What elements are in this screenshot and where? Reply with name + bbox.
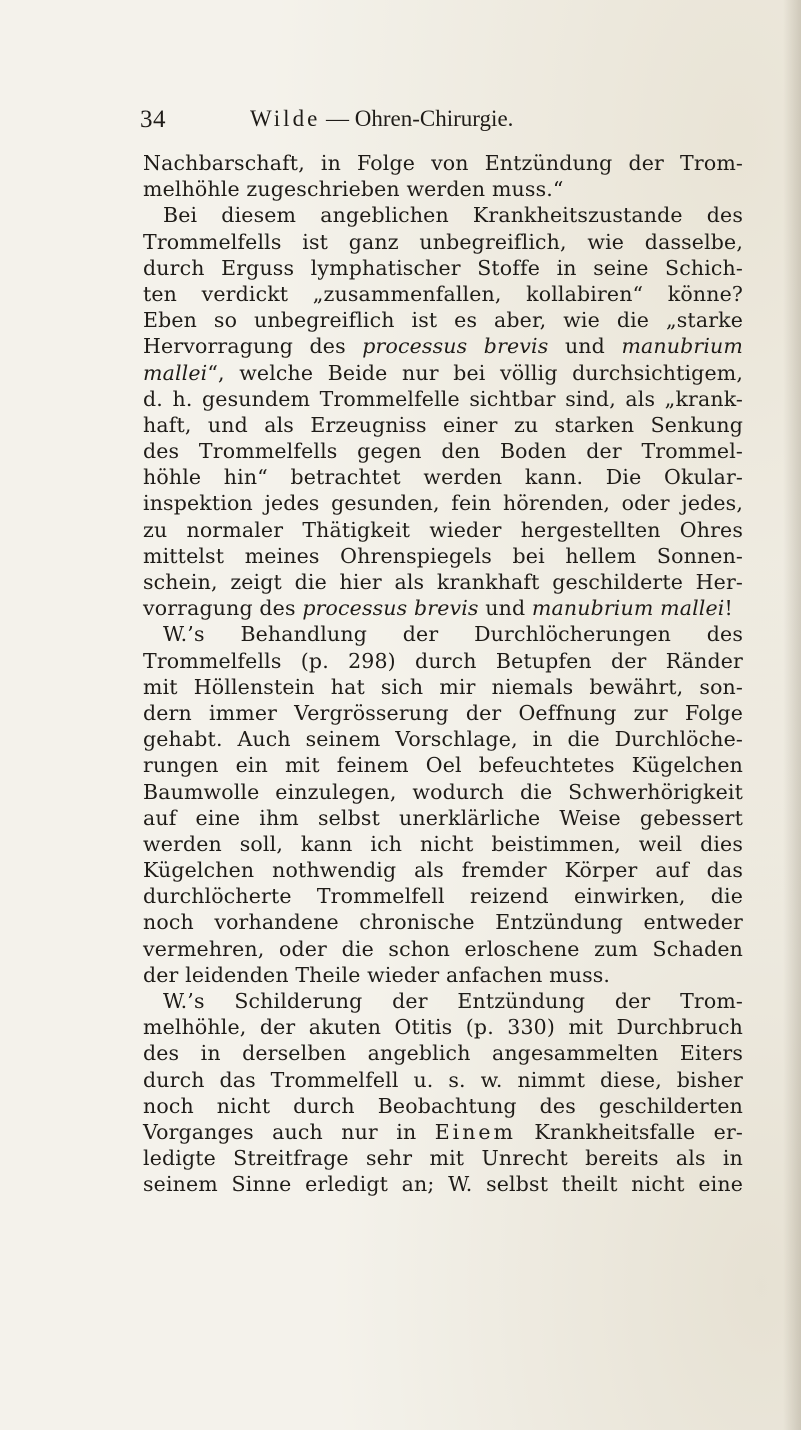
- text-line: Nachbarschaft, in Folge von Entzündung der Trom-: [143, 151, 743, 175]
- page-edge-shadow: [783, 0, 801, 1430]
- text-line: Trommelfells ist ganz unbegreiflich, wie dasselbe,: [143, 229, 743, 254]
- text-line: seinem Sinne erledigt an; W. selbst theilt nicht eine: [143, 1172, 743, 1197]
- text-segment: Hervorragung des: [143, 334, 363, 359]
- text-line: Eben so unbegreiflich ist es aber, wie die „starke: [143, 308, 743, 333]
- text-line: ledigte Streitfrage sehr mit Unrecht bereits als in: [143, 1146, 743, 1171]
- running-head: [250, 106, 513, 132]
- text-segment: !: [724, 596, 733, 621]
- text-line: inspektion jedes gesunden, fein hörenden, oder jedes,: [143, 491, 743, 516]
- text-line: Kügelchen nothwendig als fremder Körper auf das: [143, 858, 743, 883]
- text-line: auf eine ihm selbst unerklärliche Weise gebessert: [143, 805, 743, 830]
- text-line: werden soll, kann ich nicht beistimmen, weil dies: [143, 831, 743, 856]
- text-line: durch das Trommelfell u. s. w. nimmt diese, bisher: [143, 1067, 743, 1092]
- page-number: 34: [140, 106, 166, 133]
- text-line: noch nicht durch Beobachtung des geschilderten: [143, 1093, 743, 1118]
- text-line: durch Erguss lymphatischer Stoffe in seine Schich-: [143, 255, 743, 280]
- text-line: [143, 360, 743, 386]
- text-line: der leidenden Theile wieder anfachen muss.: [143, 962, 611, 987]
- text-line: durchlöcherte Trommelfell reizend einwirken, die: [143, 884, 743, 909]
- italic-term: processus brevis: [302, 596, 479, 621]
- italic-term: processus brevis: [362, 334, 549, 359]
- text-segment: Vorganges auch nur in: [143, 1119, 435, 1144]
- italic-term: manubrium mallei: [531, 596, 725, 621]
- text-line: höhle hin“ betrachtet werden kann. Die Okular-: [143, 465, 743, 490]
- text-line: [143, 333, 743, 359]
- running-head-title: Ohren-Chirurgie.: [354, 106, 514, 131]
- text-line: haft, und als Erzeugniss einer zu starken Senkung: [143, 412, 743, 437]
- running-head-author: Wilde: [250, 106, 321, 131]
- text-segment: Krankheitsfalle er-: [516, 1119, 743, 1144]
- text-line: mittelst meines Ohrenspiegels bei hellem Sonnen-: [143, 543, 743, 568]
- text-line: schein, zeigt die hier als krankhaft geschilderte Her-: [143, 570, 743, 594]
- text-line: Bei diesem angeblichen Krankheitszustande des: [163, 203, 743, 228]
- running-head-separator: —: [320, 106, 355, 131]
- text-line: des in derselben angeblich angesammelten Eiters: [143, 1041, 743, 1066]
- text-segment: und: [548, 334, 622, 359]
- page-header: [140, 106, 740, 136]
- text-line: ten verdickt „zusammenfallen, kollabiren“ könne?: [143, 281, 743, 306]
- italic-term: manubrium: [621, 334, 743, 359]
- text-line: Baumwolle einzulegen, wodurch die Schwerhörigkeit: [143, 779, 743, 804]
- text-line: noch vorhandene chronische Entzündung entweder: [143, 910, 743, 935]
- italic-term: mallei: [143, 360, 208, 385]
- text-line: des Trommelfells gegen den Boden der Trommel-: [143, 439, 743, 464]
- text-line: d. h. gesundem Trommelfelle sichtbar sind, als „krank-: [143, 386, 743, 411]
- text-line: mit Höllenstein hat sich mir niemals bewährt, son-: [143, 674, 743, 699]
- text-line: W.’s Schilderung der Entzündung der Trom-: [163, 989, 743, 1013]
- text-line: zu normaler Thätigkeit wieder hergestellten Ohres: [143, 517, 743, 542]
- text-line: rungen ein mit feinem Oel befeuchtetes Kügelchen: [143, 753, 743, 778]
- text-line: melhöhle, der akuten Otitis (p. 330) mit Durchbruch: [143, 1015, 743, 1040]
- body-text: [143, 150, 743, 1198]
- text-line: [143, 595, 743, 621]
- spaced-emphasis: Einem: [434, 1119, 516, 1144]
- text-line: melhöhle zugeschrieben werden muss.“: [143, 177, 564, 202]
- text-segment: und: [478, 596, 532, 621]
- text-line: [143, 1119, 743, 1145]
- text-line: vermehren, oder die schon erloschene zum Schaden: [143, 936, 743, 961]
- text-line: Trommelfells (p. 298) durch Betupfen der Ränder: [143, 648, 743, 673]
- text-segment: vorragung des: [143, 596, 303, 621]
- text-line: W.’s Behandlung der Durchlöcherungen des: [163, 622, 743, 647]
- text-line: gehabt. Auch seinem Vorschlage, in die Durchlöche-: [143, 727, 743, 752]
- text-segment: “, welche Beide nur bei völlig durchsichtigem,: [207, 360, 743, 385]
- text-line: dern immer Vergrösserung der Oeffnung zur Folge: [143, 700, 743, 725]
